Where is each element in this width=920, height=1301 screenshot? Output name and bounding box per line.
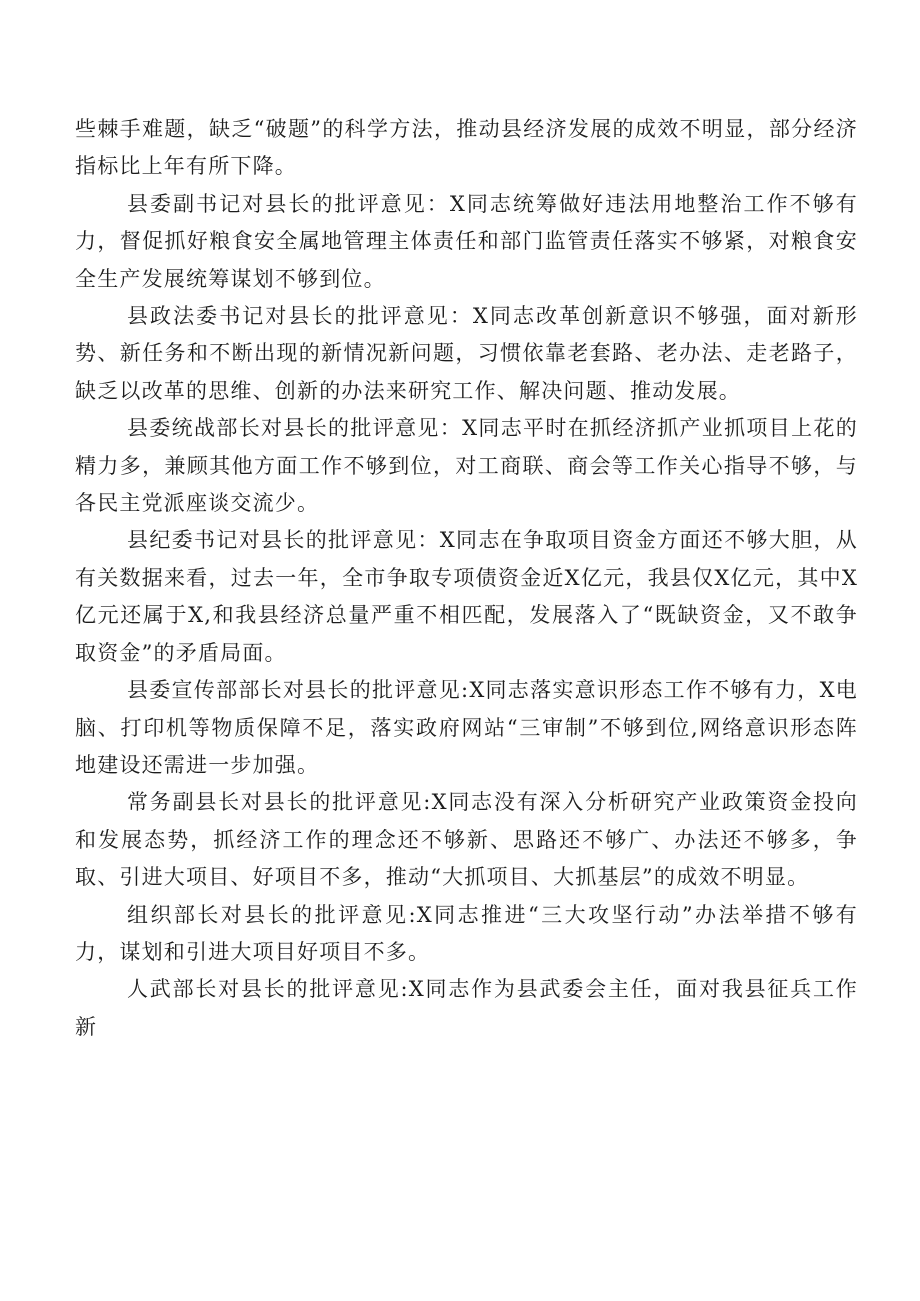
paragraph-armed-forces-minister-opinion: 人武部长对县长的批评意见:X同志作为县武委会主任，面对我县征兵工作新: [75, 977, 858, 1039]
paragraph-political-legal-secretary-opinion: 县政法委书记对县长的批评意见：X同志改革创新意识不够强，面对新形势、新任务和不断出现的新情况新问题，习惯依靠老套路、老办法、走老路子，缺乏以改革的思维、创新的办法来研究工作、解决问题、推动发展。: [75, 304, 858, 403]
paragraph-propaganda-minister-opinion: 县委宣传部部长对县长的批评意见:X同志落实意识形态工作不够有力，X电脑、打印机等物质保障不足，落实政府网站“三审制”不够到位,网络意识形态阵地建设还需进一步加强。: [75, 678, 858, 777]
paragraph-executive-vice-county-head-opinion: 常务副县长对县长的批评意见:X同志没有深入分析研究产业政策资金投向和发展态势，抓经济工作的理念还不够新、思路还不够广、办法还不够多，争取、引进大项目、好项目不多，推动“大抓项目、大抓基层”的成效不明显。: [75, 790, 858, 890]
document-body: [75, 111, 858, 1046]
paragraph-continuation: 些棘手难题，缺乏“破题”的科学方法，推动县经济发展的成效不明显，部分经济指标比上年有所下降。: [75, 117, 858, 179]
paragraph-organization-minister-opinion: 组织部长对县长的批评意见:X同志推进“三大攻坚行动”办法举措不够有力，谋划和引进大项目好项目不多。: [75, 902, 858, 964]
paragraph-deputy-secretary-opinion: 县委副书记对县长的批评意见：X同志统筹做好违法用地整治工作不够有力，督促抓好粮食安全属地管理主体责任和部门监管责任落实不够紧，对粮食安全生产发展统筹谋划不够到位。: [75, 191, 858, 291]
paragraph-discipline-secretary-opinion: 县纪委书记对县长的批评意见：X同志在争取项目资金方面还不够大胆，从有关数据来看，过去一年，全市争取专项债资金近X亿元，我县仅X亿元，其中X亿元还属于X,和我县经济总量严重不相匹配，发展落入了“既缺资金，又不敢争取资金”的矛盾局面。: [75, 528, 858, 665]
paragraph-united-front-minister-opinion: 县委统战部长对县长的批评意见：X同志平时在抓经济抓产业抓项目上花的精力多，兼顾其他方面工作不够到位，对工商联、商会等工作关心指导不够，与各民主党派座谈交流少。: [75, 416, 858, 516]
